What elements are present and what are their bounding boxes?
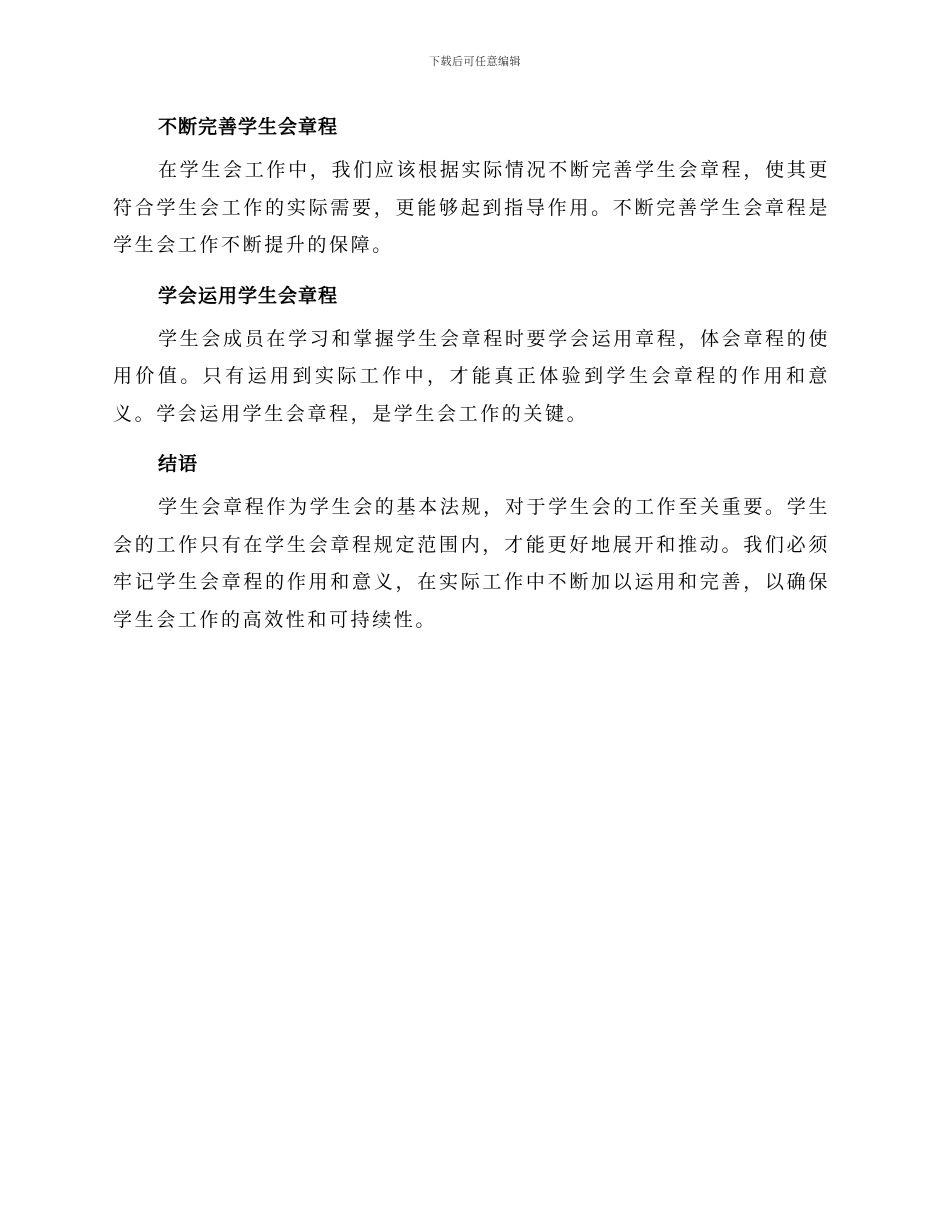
page-header: 下载后可任意编辑 bbox=[429, 55, 521, 68]
document-content bbox=[113, 110, 830, 653]
section-paragraph: 学生会章程作为学生会的基本法规，对于学生会的工作至关重要。学生会的工作只有在学生会章程规定范围内，才能更好地展开和推动。我们必须牢记学生会章程的作用和意义，在实际工作中不断加以运用和完善，以确保学生会工作的高效性和可持续性。 bbox=[113, 496, 830, 631]
section-paragraph: 学生会成员在学习和掌握学生会章程时要学会运用章程，体会章程的使用价值。只有运用到实际工作中，才能真正体验到学生会章程的作用和意义。学会运用学生会章程，是学生会工作的关键。 bbox=[113, 327, 830, 425]
section-heading: 不断完善学生会章程 bbox=[158, 116, 339, 138]
section-conclusion bbox=[113, 447, 830, 639]
section-paragraph: 在学生会工作中，我们应该根据实际情况不断完善学生会章程，使其更符合学生会工作的实际需要，更能够起到指导作用。不断完善学生会章程是学生会工作不断提升的保障。 bbox=[113, 159, 830, 256]
section-improve-charter bbox=[113, 110, 830, 265]
section-apply-charter bbox=[113, 279, 830, 434]
section-heading: 学会运用学生会章程 bbox=[158, 284, 339, 307]
section-heading: 结语 bbox=[158, 453, 199, 475]
